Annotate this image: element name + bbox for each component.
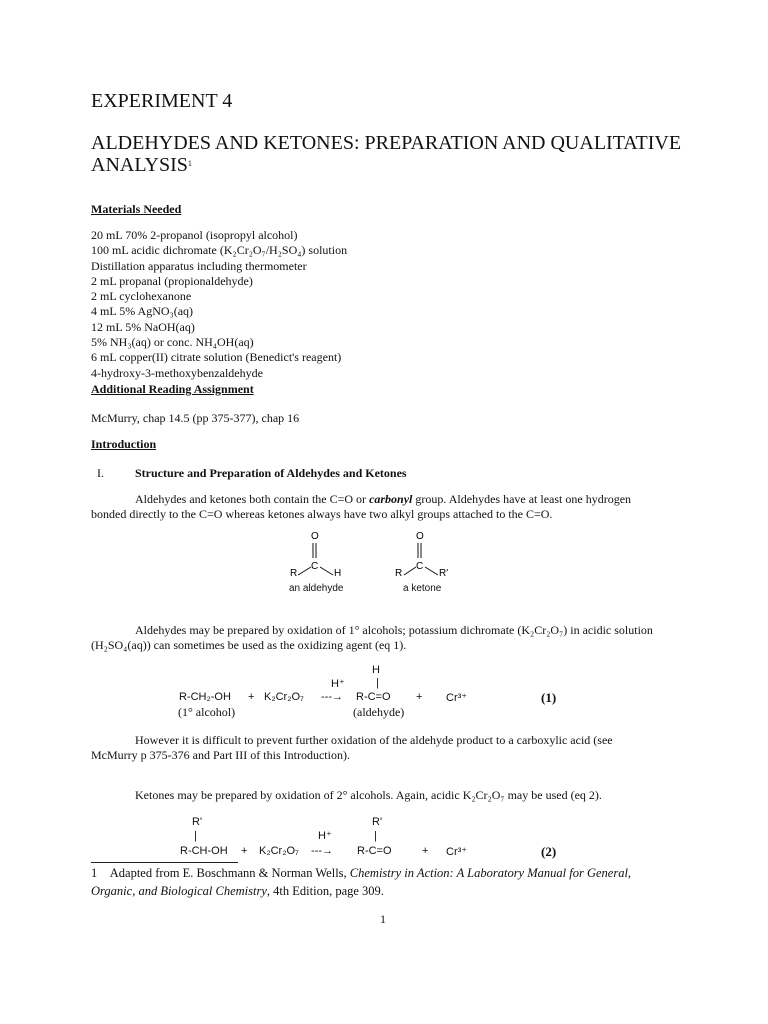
eq1-plus: +: [248, 691, 255, 703]
paragraph-carbonyl-line1: Aldehydes and ketones both contain the C=O or carbonyl group. Aldehydes have at least one hydrogen: [135, 492, 632, 506]
material-item: 20 mL 70% 2-propanol (isopropyl alcohol): [91, 228, 298, 242]
aldehyde-carbon-atom: C: [311, 561, 319, 572]
paragraph-oxidation-line1: However it is difficult to prevent further oxidation of the aldehyde product to a carboxylic acid (see: [135, 733, 613, 747]
aldehyde-r-bond: [298, 567, 311, 575]
eq2-product: R-C=O: [357, 845, 392, 857]
ketone-r-prime-group: R': [439, 568, 449, 579]
material-item: 2 mL cyclohexanone: [91, 289, 192, 304]
eq2-bond-line: |: [194, 830, 197, 842]
footnote-number: 1: [91, 866, 98, 880]
ketone-r-group: R: [395, 568, 403, 579]
footnote-line1: 1 Adapted from E. Boschmann & Norman Wells, Chemistry in Action: A Laboratory Manual for General,: [91, 866, 632, 880]
aldehyde-label: an aldehyde: [289, 583, 344, 594]
material-item: 4 mL 5% AgNO₃(aq): [91, 304, 194, 319]
material-item: 2 mL propanal (propionaldehyde): [91, 273, 253, 288]
experiment-title: EXPERIMENT 4: [91, 90, 233, 112]
eq1-arrow: ---→: [321, 691, 343, 703]
document-subtitle-line2: ANALYSIS$^1$: [91, 154, 192, 176]
eq1-oxidant: K₂Cr₂O₇: [264, 691, 304, 703]
aldehyde-r-group: R: [290, 568, 298, 579]
document-subtitle-line1: ALDEHYDES AND KETONES: PREPARATION AND QUALITATIVE: [91, 132, 682, 154]
eq1-bond-line: |: [376, 677, 379, 689]
carbonyl-structures: [280, 524, 470, 586]
page-number: 1: [380, 912, 386, 926]
material-item: 5% NH₃(aq) or conc. NH₄OH(aq): [91, 335, 254, 350]
eq2-arrow: ---→: [311, 845, 333, 857]
footnote-divider: [91, 862, 238, 863]
eq1-chromium: Cr³⁺: [446, 692, 468, 704]
ketone-r-prime-bond: [425, 567, 438, 575]
eq2-catalyst: H⁺: [318, 830, 332, 842]
materials-list: [91, 228, 347, 381]
eq2-bond-line: |: [374, 830, 377, 842]
material-item: 12 mL 5% NaOH(aq): [91, 319, 195, 334]
eq2-number: (2): [541, 844, 557, 859]
eq2-plus: +: [241, 845, 248, 857]
paragraph-ketone-prep: Ketones may be prepared by oxidation of 2° alcohols. Again, acidic K₂Cr₂O₇ may be used (eq 2).: [135, 788, 602, 802]
eq2-chromium: Cr³⁺: [446, 846, 468, 858]
footnote-line2: Organic, and Biological Chemistry, 4th Edition, page 309.: [91, 884, 384, 898]
footnote-ref: 1: [187, 159, 192, 168]
paragraph-oxidation-line2: McMurry p 375-376 and Part III of this Introduction).: [91, 748, 350, 762]
eq1-catalyst: H⁺: [331, 678, 345, 690]
eq1-number: (1): [541, 690, 557, 705]
materials-heading: Materials Needed: [91, 202, 182, 216]
introduction-heading: Introduction: [91, 437, 157, 451]
material-item: 100 mL acidic dichromate (K₂Cr₂O₇/H₂SO₄) solution: [91, 243, 348, 258]
eq2-r-prime-top-product: R': [372, 816, 383, 828]
eq1-product: R-C=O: [356, 691, 391, 703]
aldehyde-oxygen-atom: O: [311, 531, 319, 542]
eq2-r-prime-top: R': [192, 816, 203, 828]
ketone-carbon-atom: C: [416, 561, 424, 572]
eq1-reactant: R-CH₂-OH: [179, 691, 231, 703]
ketone-oxygen-atom: O: [416, 531, 424, 542]
ketone-label: a ketone: [403, 583, 442, 594]
paragraph-carbonyl-line2: bonded directly to the C=O whereas ketones always have two alkyl groups attached to the C=O.: [91, 507, 553, 521]
aldehyde-hydrogen-atom: H: [334, 568, 342, 579]
material-item: Distillation apparatus including thermometer: [91, 258, 307, 273]
paragraph-aldehyde-prep-line2: (H₂SO₄(aq)) can sometimes be used as the oxidizing agent (eq 1).: [91, 638, 407, 652]
reading-heading: Additional Reading Assignment: [91, 382, 254, 396]
eq1-product-label: (aldehyde): [353, 705, 405, 719]
paragraph-aldehyde-prep-line1: Aldehydes may be prepared by oxidation of 1° alcohols; potassium dichromate (K₂Cr₂O₇) in acidic solution: [135, 623, 653, 637]
eq1-plus-2: +: [416, 691, 423, 703]
eq2-reactant: R-CH-OH: [180, 845, 228, 857]
eq2-oxidant: K₂Cr₂O₇: [259, 845, 299, 857]
section-title: Structure and Preparation of Aldehydes and Ketones: [135, 466, 407, 480]
material-item: 4-hydroxy-3-methoxybenzaldehyde: [91, 365, 263, 380]
section-number: I.: [97, 466, 104, 480]
ketone-r-bond: [404, 567, 416, 575]
reading-text: McMurry, chap 14.5 (pp 375-377), chap 16: [91, 411, 300, 425]
eq2-plus-2: +: [422, 845, 429, 857]
eq1-reactant-label: (1° alcohol): [178, 705, 236, 719]
material-item: 6 mL copper(II) citrate solution (Benedict's reagent): [91, 350, 342, 365]
aldehyde-h-bond: [320, 567, 333, 575]
eq1-hydrogen-top: H: [372, 664, 380, 676]
